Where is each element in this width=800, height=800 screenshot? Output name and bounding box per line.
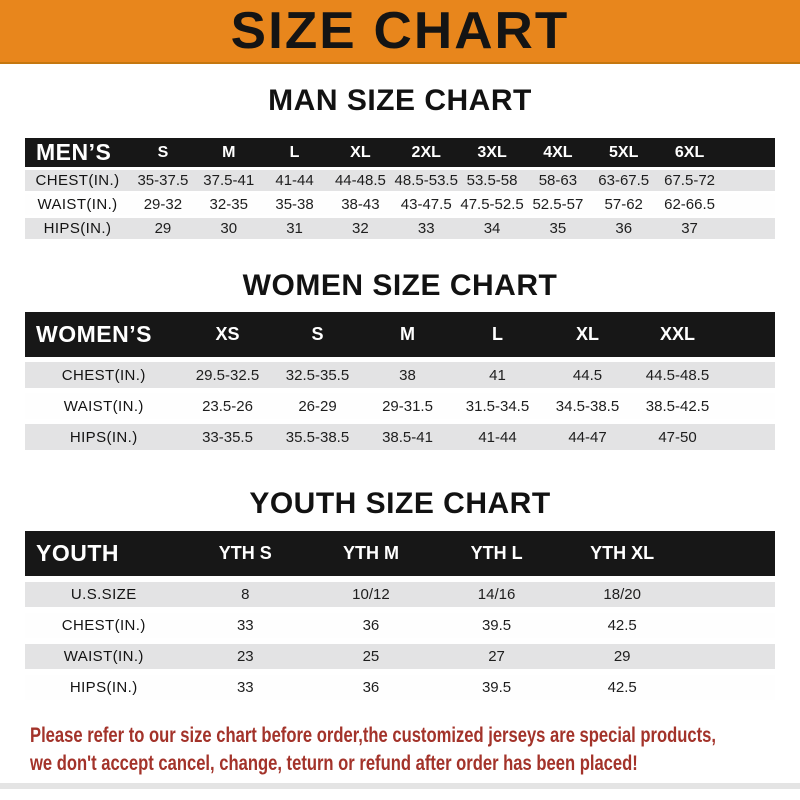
size-cell: 35.5-38.5 — [273, 424, 363, 450]
size-cell: 10/12 — [308, 582, 434, 607]
size-cell: 57-62 — [591, 194, 657, 215]
size-cell: 63-67.5 — [591, 170, 657, 191]
footer-note-line2: we don't accept cancel, change, teturn or refund after order has been placed! — [30, 752, 638, 775]
size-cell: 23 — [183, 644, 309, 669]
column-header: 2XL — [393, 138, 459, 167]
size-cell: 39.5 — [434, 675, 560, 700]
table-header-row — [25, 138, 775, 167]
size-cell: 39.5 — [434, 613, 560, 638]
row-label: HIPS(IN.) — [25, 218, 130, 239]
size-section-women — [0, 271, 800, 455]
column-header: XS — [183, 312, 273, 357]
column-header: 3XL — [459, 138, 525, 167]
size-cell: 42.5 — [559, 613, 685, 638]
size-cell: 47-50 — [633, 424, 723, 450]
size-cell: 47.5-52.5 — [460, 196, 524, 213]
row-label: HIPS(IN.) — [25, 675, 183, 700]
size-cell: 38-43 — [327, 194, 393, 215]
footer-note — [30, 722, 800, 778]
size-cell: 41 — [453, 362, 543, 388]
header-spacer — [685, 531, 775, 576]
size-cell: 36 — [591, 218, 657, 239]
size-cell: 33 — [183, 613, 309, 638]
row-spacer — [723, 170, 776, 191]
row-label: CHEST(IN.) — [25, 613, 183, 638]
table-title-cell: MEN’S — [25, 138, 130, 167]
size-cell: 38.5-42.5 — [633, 393, 723, 419]
table-row — [25, 675, 775, 700]
table-row — [25, 218, 775, 239]
size-section-men — [0, 86, 800, 242]
size-cell: 44.5-48.5 — [633, 362, 723, 388]
column-header: XL — [543, 312, 633, 357]
section-heading: WOMEN SIZE CHART — [242, 269, 558, 302]
size-cell: 33 — [183, 675, 309, 700]
size-cell: 35-38 — [262, 194, 328, 215]
row-spacer — [723, 393, 776, 419]
size-cell: 26-29 — [273, 393, 363, 419]
table-row — [25, 424, 775, 450]
size-cell: 53.5-58 — [459, 170, 525, 191]
column-header: L — [453, 312, 543, 357]
row-label: U.S.SIZE — [25, 582, 183, 607]
size-cell: 33 — [393, 218, 459, 239]
section-heading: MAN SIZE CHART — [268, 84, 532, 117]
row-label: CHEST(IN.) — [25, 362, 183, 388]
header-spacer — [723, 138, 776, 167]
size-cell: 27 — [434, 644, 560, 669]
column-header: XL — [327, 138, 393, 167]
row-label: CHEST(IN.) — [25, 170, 130, 191]
size-cell: 67.5-72 — [657, 170, 723, 191]
size-cell: 42.5 — [559, 675, 685, 700]
bottom-strip — [0, 783, 800, 789]
size-cell: 38 — [363, 362, 453, 388]
size-cell: 44.5 — [543, 362, 633, 388]
size-cell: 62-66.5 — [657, 194, 723, 215]
section-heading: YOUTH SIZE CHART — [249, 487, 551, 520]
size-table-youth — [25, 525, 775, 706]
column-header: 4XL — [525, 138, 591, 167]
size-cell: 30 — [196, 218, 262, 239]
size-cell: 23.5-26 — [183, 393, 273, 419]
size-cell: 33-35.5 — [183, 424, 273, 450]
size-cell: 58-63 — [525, 170, 591, 191]
table-row — [25, 393, 775, 419]
table-header-row — [25, 531, 775, 576]
size-cell: 29 — [559, 644, 685, 669]
size-cell: 37 — [657, 218, 723, 239]
size-cell: 44-48.5 — [327, 170, 393, 191]
size-cell: 25 — [308, 644, 434, 669]
size-table-men — [25, 135, 775, 242]
column-header: S — [273, 312, 363, 357]
column-header: YTH L — [434, 531, 560, 576]
size-cell: 35-37.5 — [130, 170, 196, 191]
row-spacer — [723, 194, 776, 215]
column-header: M — [363, 312, 453, 357]
row-spacer — [723, 424, 776, 450]
table-title-cell: WOMEN’S — [25, 312, 183, 357]
size-cell: 32-35 — [196, 194, 262, 215]
size-cell: 31.5-34.5 — [453, 393, 543, 419]
size-cell: 34 — [459, 218, 525, 239]
table-header-row — [25, 312, 775, 357]
size-cell: 32 — [327, 218, 393, 239]
table-row — [25, 613, 775, 638]
size-cell: 18/20 — [559, 582, 685, 607]
size-cell: 43-47.5 — [393, 194, 459, 215]
row-label: WAIST(IN.) — [25, 194, 130, 215]
size-chart-banner — [0, 0, 800, 64]
size-cell: 37.5-41 — [196, 170, 262, 191]
size-cell: 41-44 — [262, 170, 328, 191]
size-table-women — [25, 307, 775, 455]
size-cell: 29-32 — [130, 194, 196, 215]
size-section-youth — [0, 489, 800, 706]
row-label: WAIST(IN.) — [25, 393, 183, 419]
header-spacer — [723, 312, 776, 357]
size-cell: 44-47 — [543, 424, 633, 450]
column-header: M — [196, 138, 262, 167]
size-cell: 31 — [262, 218, 328, 239]
table-row — [25, 362, 775, 388]
row-label: HIPS(IN.) — [25, 424, 183, 450]
row-spacer — [685, 582, 775, 607]
column-header: S — [130, 138, 196, 167]
row-label: WAIST(IN.) — [25, 644, 183, 669]
column-header: YTH S — [183, 531, 309, 576]
size-cell: 36 — [308, 613, 434, 638]
footer-note-line1: Please refer to our size chart before order,the customized jerseys are special products, — [30, 724, 716, 747]
table-title-cell: YOUTH — [25, 531, 183, 576]
row-spacer — [685, 675, 775, 700]
column-header: 5XL — [591, 138, 657, 167]
size-cell: 36 — [308, 675, 434, 700]
row-spacer — [685, 644, 775, 669]
column-header: XXL — [633, 312, 723, 357]
size-cell: 32.5-35.5 — [273, 362, 363, 388]
size-cell: 29-31.5 — [363, 393, 453, 419]
table-row — [25, 582, 775, 607]
row-spacer — [723, 218, 776, 239]
row-spacer — [723, 362, 776, 388]
size-cell: 8 — [183, 582, 309, 607]
column-header: YTH XL — [559, 531, 685, 576]
size-cell: 52.5-57 — [525, 194, 591, 215]
row-spacer — [685, 613, 775, 638]
size-cell: 29 — [130, 218, 196, 239]
size-cell: 35 — [525, 218, 591, 239]
size-cell: 29.5-32.5 — [183, 362, 273, 388]
table-row — [25, 170, 775, 191]
size-cell: 34.5-38.5 — [543, 393, 633, 419]
size-cell: 38.5-41 — [363, 424, 453, 450]
size-cell: 41-44 — [453, 424, 543, 450]
size-cell: 14/16 — [434, 582, 560, 607]
table-row — [25, 194, 775, 215]
size-cell: 48.5-53.5 — [394, 172, 458, 189]
column-header: L — [262, 138, 328, 167]
banner-title: SIZE CHART — [230, 2, 570, 60]
column-header: 6XL — [657, 138, 723, 167]
table-row — [25, 644, 775, 669]
sections-host — [0, 86, 800, 706]
column-header: YTH M — [308, 531, 434, 576]
